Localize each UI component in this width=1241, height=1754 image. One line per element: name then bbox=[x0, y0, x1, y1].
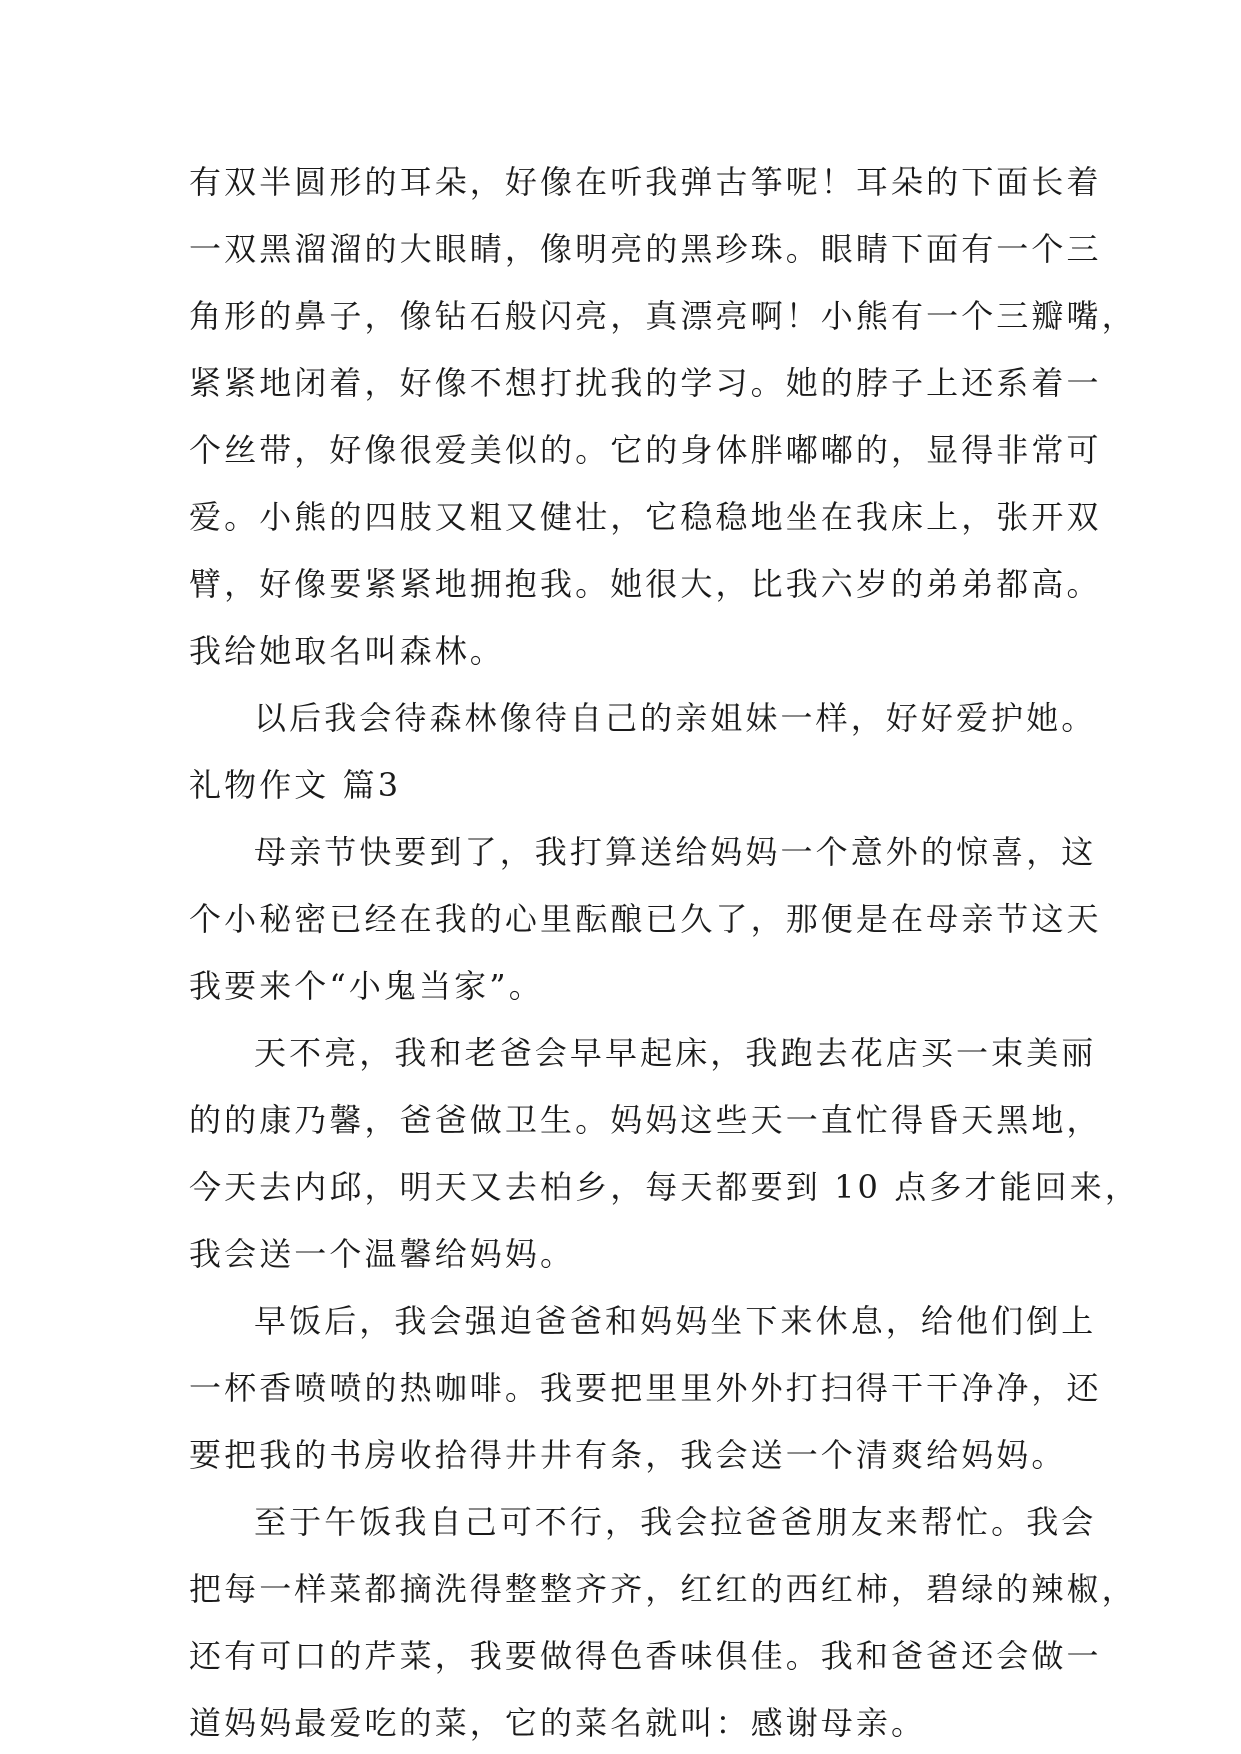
text-line: 把每一样菜都摘洗得整整齐齐，红红的西红柿，碧绿的辣椒， bbox=[189, 1570, 1137, 1608]
paragraph-first-line: 以后我会待森林像待自己的亲姐妹一样，好好爱护她。 bbox=[254, 699, 1097, 737]
text-line: 我会送一个温馨给妈妈。 bbox=[189, 1235, 576, 1273]
paragraph-first-line: 至于午饭我自己可不行，我会拉爸爸朋友来帮忙。我会 bbox=[254, 1503, 1097, 1541]
text-line: 今天去内邱，明天又去柏乡，每天都要到 10 点多才能回来， bbox=[189, 1168, 1140, 1206]
text-line: 一双黑溜溜的大眼睛，像明亮的黑珍珠。眼睛下面有一个三 bbox=[189, 230, 1102, 268]
section-heading: 礼物作文 篇3 bbox=[189, 766, 402, 804]
text-line: 爱。小熊的四肢又粗又健壮，它稳稳地坐在我床上，张开双 bbox=[189, 498, 1102, 536]
paragraph-first-line: 天不亮，我和老爸会早早起床，我跑去花店买一束美丽 bbox=[254, 1034, 1097, 1072]
text-line: 一杯香喷喷的热咖啡。我要把里里外外打扫得干干净净，还 bbox=[189, 1369, 1102, 1407]
text-line: 臂，好像要紧紧地拥抱我。她很大，比我六岁的弟弟都高。 bbox=[189, 565, 1102, 603]
text-line: 个小秘密已经在我的心里酝酿已久了，那便是在母亲节这天 bbox=[189, 900, 1102, 938]
text-line: 角形的鼻子，像钻石般闪亮，真漂亮啊！小熊有一个三瓣嘴， bbox=[189, 297, 1137, 335]
text-line: 个丝带，好像很爱美似的。它的身体胖嘟嘟的，显得非常可 bbox=[189, 431, 1102, 469]
text-line: 还有可口的芹菜，我要做得色香味俱佳。我和爸爸还会做一 bbox=[189, 1637, 1102, 1675]
text-line: 我给她取名叫森林。 bbox=[189, 632, 505, 670]
text-line: 紧紧地闭着，好像不想打扰我的学习。她的脖子上还系着一 bbox=[189, 364, 1102, 402]
paragraph-first-line: 早饭后，我会强迫爸爸和妈妈坐下来休息，给他们倒上 bbox=[254, 1302, 1097, 1340]
text-line: 道妈妈最爱吃的菜，它的菜名就叫：感谢母亲。 bbox=[189, 1704, 927, 1742]
text-line: 的的康乃馨，爸爸做卫生。妈妈这些天一直忙得昏天黑地， bbox=[189, 1101, 1102, 1139]
text-line: 我要来个“小鬼当家”。 bbox=[189, 967, 544, 1005]
text-line: 要把我的书房收拾得井井有条，我会送一个清爽给妈妈。 bbox=[189, 1436, 1067, 1474]
text-line: 有双半圆形的耳朵，好像在听我弹古筝呢！耳朵的下面长着 bbox=[189, 163, 1102, 201]
paragraph-first-line: 母亲节快要到了，我打算送给妈妈一个意外的惊喜，这 bbox=[254, 833, 1097, 871]
